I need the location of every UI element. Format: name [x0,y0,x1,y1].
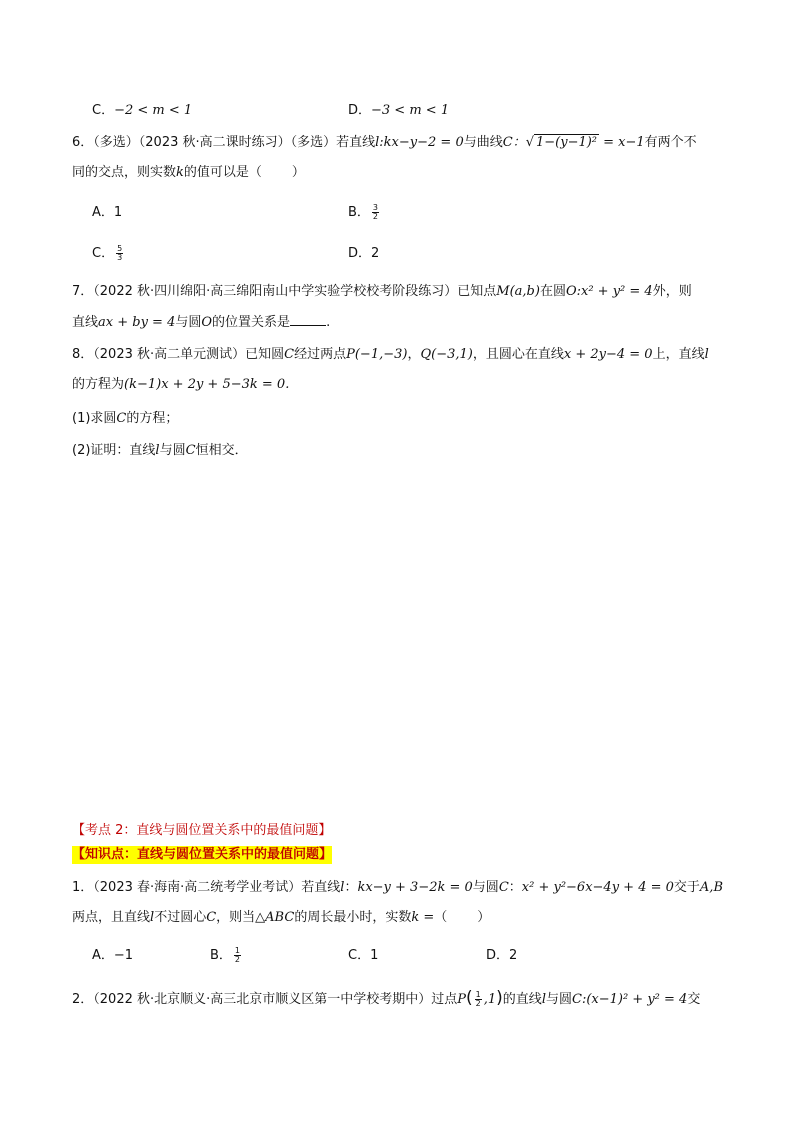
section-zhishi-heading: 【知识点：直线与圆位置关系中的最值问题】 [72,847,333,862]
answer-blank [290,313,326,326]
q8-sub1: (1)求圆C的方程； [72,411,179,426]
q5-option-d: D．−3 < m < 1 [348,103,450,118]
q8-sub2: (2)证明：直线l与圆C恒相交． [72,443,248,458]
q6-option-a: A．1 [92,205,123,220]
q8-stem-line2: 的方程为(k−1)x + 2y + 5−3k = 0. [72,377,290,392]
p1-option-c: C．1 [348,948,379,963]
q7-stem-line1: 7．（2022 秋·四川绵阳·高三绵阳南山中学实验学校校考阶段练习）已知点M(a,b)在圆O:x² + y² = 4外，则 [72,284,692,299]
p1-stem-line2: 两点，且直线l不过圆心C，则当△ABC的周长最小时，实数k =（ ） [72,910,491,925]
p1-stem-line1: 1．（2023 春·海南·高二统考学业考试）若直线l：kx−y + 3−2k = 0与圆C：x² + y²−6x−4y + 4 = 0交于A,B [72,880,723,895]
p1-option-b: B． $\frac{1}{2}$ [210,946,241,964]
p2-stem-line1: 2．（2022 秋·北京顺义·高三北京市顺义区第一中学校考期中）过点P( $\frac{1}{2}$ ,1)的直线l与圆C:(x−1)² + y² = 4交 [72,988,701,1008]
q7-stem-line2: 直线ax + by = 4与圆O的位置关系是 . [72,315,331,330]
q6-option-d: D．2 [348,246,380,261]
q8-stem-line1: 8．（2023 秋·高二单元测试）已知圆C经过两点P(−1,−3)，Q(−3,1)，且圆心在直线x + 2y−4 = 0上，直线l [72,347,709,362]
q6-option-b: B． $\frac{3}{2}$ [348,203,379,221]
section-kaodian-heading: 【考点 2：直线与圆位置关系中的最值问题】 [72,823,332,838]
p1-option-a: A．−1 [92,948,134,963]
sqrt-symbol: √ [525,135,534,150]
q6-stem-line2: 同的交点，则实数k的值可以是（ ） [72,165,305,180]
q6-option-c: C． $\frac{5}{3}$ [92,244,123,262]
q5-option-c: C．−2 < m < 1 [92,103,193,118]
p1-option-d: D．2 [486,948,518,963]
q6-stem-line1: 6．（多选）（2023 秋·高二课时练习）（多选）若直线l:kx−y−2 = 0与曲线C：√ 1−(y−1)² = x−1有两个不 [72,135,697,150]
